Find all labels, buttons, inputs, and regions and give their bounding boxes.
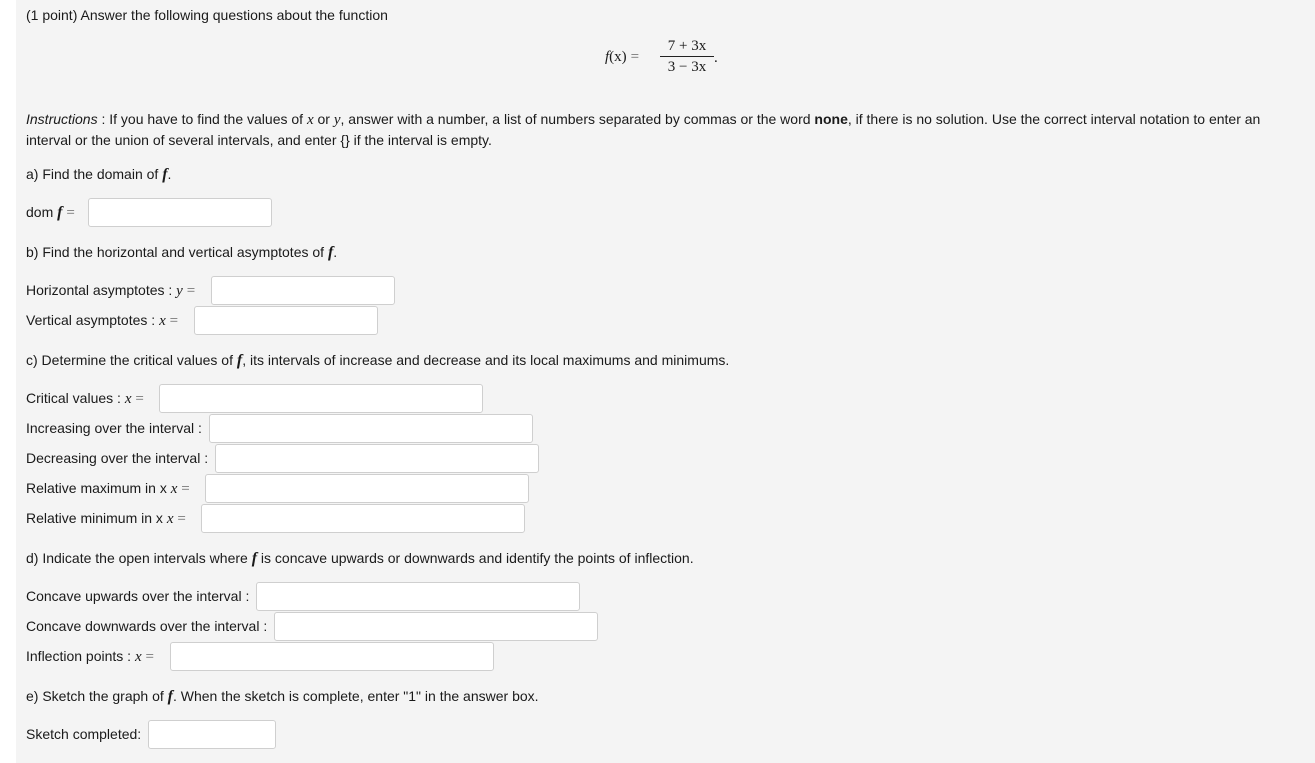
instructions-text-2: , answer with a number, a list of numbers separated by commas or the word — [340, 111, 815, 127]
inflection-equals: = — [145, 649, 154, 665]
critical-values-input[interactable] — [159, 384, 483, 413]
vertical-label-text: Vertical asymptotes : — [26, 312, 160, 328]
horizontal-var: y — [176, 283, 183, 299]
domain-label — [26, 204, 75, 222]
part-d-question-text-1: d) Indicate the open intervals where — [26, 550, 252, 566]
dom-text: dom — [26, 204, 54, 220]
part-d-f: f — [251, 550, 258, 567]
relative-minimum-label — [26, 510, 186, 528]
function-equals: = — [630, 49, 640, 65]
part-e-question-text-2: . When the sketch is complete, enter "1" in the answer box. — [172, 688, 539, 704]
rel-min-var: x — [166, 511, 174, 527]
decreasing-interval-input[interactable] — [215, 444, 539, 473]
rel-max-var: x — [170, 481, 178, 497]
relative-maximum-label — [26, 480, 190, 498]
part-b-question-text: b) Find the horizontal and vertical asymptotes of — [26, 244, 328, 260]
function-fraction — [660, 38, 714, 76]
horizontal-label-text: Horizontal asymptotes : — [26, 282, 177, 298]
horizontal-equals: = — [186, 283, 196, 299]
function-lhs — [605, 48, 639, 66]
function-arg: (x) — [609, 49, 627, 65]
concave-up-label: Concave upwards over the interval : — [26, 588, 250, 604]
vertical-asymptote-input[interactable] — [194, 306, 378, 335]
part-c-question — [26, 352, 729, 370]
instructions-none-word: none — [814, 111, 848, 127]
rel-min-equals: = — [177, 511, 186, 527]
relative-maximum-input[interactable] — [205, 474, 529, 503]
increasing-label: Increasing over the interval : — [26, 420, 202, 436]
instructions-text-3: , if there is no solution. Use the correct interval notation to enter an interval or the union of several intervals, and enter {} if the interval is empty. — [26, 111, 1261, 148]
part-a-f: f — [162, 166, 168, 183]
inflection-var: x — [134, 649, 142, 665]
part-c-question-text-2: , its intervals of increase and decrease and its local maximums and minimums. — [242, 352, 730, 368]
critical-values-label — [26, 390, 144, 408]
part-b-period: . — [333, 244, 338, 260]
inflection-label-text: Inflection points : — [26, 648, 135, 664]
part-e-question — [26, 688, 539, 706]
vertical-var: x — [159, 313, 166, 329]
inflection-label — [26, 648, 154, 666]
inflection-points-input[interactable] — [170, 642, 494, 671]
problem-intro: (1 point) Answer the following questions about the function — [26, 7, 388, 23]
instructions-var-y: y — [333, 112, 341, 128]
function-name: f — [605, 49, 610, 65]
dom-equals: = — [66, 205, 75, 221]
instructions-or: or — [313, 111, 334, 127]
instructions-label: Instructions — [26, 111, 98, 127]
part-d-question-text-2: is concave upwards or downwards and identify the points of inflection. — [257, 550, 694, 566]
horizontal-asymptote-label — [26, 282, 195, 300]
concave-up-input[interactable] — [256, 582, 580, 611]
part-d-question — [26, 550, 694, 568]
vertical-equals: = — [169, 313, 179, 329]
sketch-label: Sketch completed: — [26, 726, 142, 742]
critical-var: x — [124, 391, 132, 407]
domain-input[interactable] — [88, 198, 272, 227]
vertical-asymptote-label — [26, 312, 178, 330]
part-c-question-text-1: c) Determine the critical values of — [26, 352, 237, 368]
dom-f: f — [57, 204, 63, 221]
rel-min-label-text: Relative minimum in x — [26, 510, 167, 526]
rel-max-label-text: Relative maximum in x — [26, 480, 171, 496]
part-e-f: f — [167, 688, 173, 705]
part-a-question-text: a) Find the domain of — [26, 166, 163, 182]
part-c-f: f — [236, 352, 243, 369]
instructions-var-x: x — [306, 112, 314, 128]
decreasing-label: Decreasing over the interval : — [26, 450, 209, 466]
relative-minimum-input[interactable] — [201, 504, 525, 533]
part-a-period: . — [167, 166, 172, 182]
increasing-interval-input[interactable] — [209, 414, 533, 443]
concave-down-label: Concave downwards over the interval : — [26, 618, 268, 634]
part-b-f: f — [327, 244, 334, 261]
horizontal-asymptote-input[interactable] — [211, 276, 395, 305]
part-e-question-text-1: e) Sketch the graph of — [26, 688, 168, 704]
part-a-question — [26, 166, 171, 184]
function-numerator: 7 + 3x — [667, 38, 707, 54]
instructions — [26, 109, 1296, 150]
critical-label-text: Critical values : — [26, 390, 125, 406]
concave-down-input[interactable] — [274, 612, 598, 641]
function-denominator: 3 − 3x — [667, 59, 707, 75]
sketch-completed-input[interactable] — [148, 720, 276, 749]
part-b-question — [26, 244, 337, 262]
critical-equals: = — [135, 391, 144, 407]
fraction-bar — [660, 56, 714, 57]
function-period: . — [714, 50, 718, 66]
rel-max-equals: = — [181, 481, 190, 497]
instructions-text-1: : If you have to find the values of — [97, 111, 307, 127]
